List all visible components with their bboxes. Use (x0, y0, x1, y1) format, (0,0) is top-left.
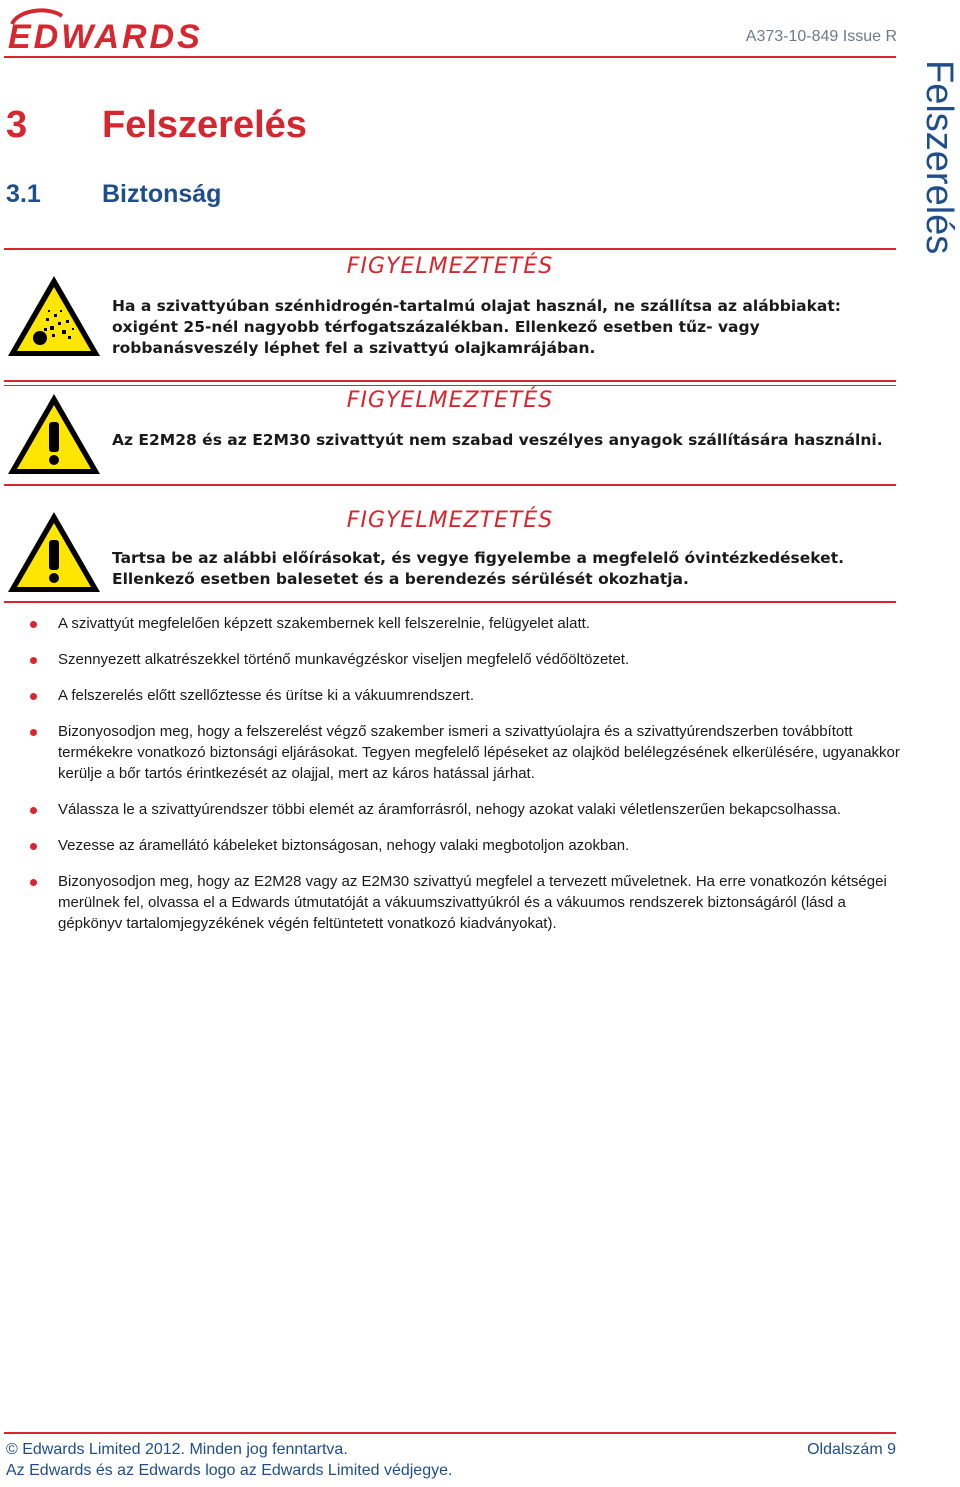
explosion-hazard-icon (6, 272, 102, 360)
list-item (30, 835, 900, 856)
warning-rule-bottom (4, 484, 896, 486)
bullet-dot-icon (30, 621, 37, 628)
bullet-dot-icon (30, 693, 37, 700)
warning-text: Ha a szivattyúban szénhidrogén-tartalmú olajat használ, ne szállítsa az alábbiakat: oxigént 25-nél nagyobb térfogatszázalékban. Ellenkező esetben tűz- vagy robbanásveszély léphet fel a szivattyú olajkamrájában. (112, 297, 841, 357)
warning-box-1 (4, 248, 896, 388)
warning-rule-bottom (4, 601, 896, 603)
warning-title: FIGYELMEZTETÉS (346, 388, 554, 413)
chapter-title: Felszerelés (102, 104, 307, 146)
footer-page-number: Oldalszám 9 (807, 1441, 896, 1458)
list-item (30, 613, 900, 634)
list-item-text: Válassza le a szivattyúrendszer többi elemét az áramforrásról, nehogy azokat valaki véletlenszerűen bekapcsolhassa. (58, 801, 841, 818)
footer-trademark: Az Edwards és az Edwards logo az Edwards Limited védjegye. (6, 1462, 453, 1479)
warning-rule-top (4, 248, 896, 250)
list-item-text: Bizonyosodjon meg, hogy a felszerelést végző szakember ismeri a szivattyúolajra és a szivattyúrendszerben továbbított termékekre vonatkozó biztonsági eljárásokat. Tegyen megfelelő lépéseket az olajköd belélegzésének elkerülésére, ugyanakkor kerülje a bőr tartós érintkezését az olajjal, mert az káros hatással járhat. (58, 723, 900, 782)
warning-text: Az E2M28 és az E2M30 szivattyút nem szabad veszélyes anyagok szállítására használni. (112, 431, 883, 449)
warning-title: FIGYELMEZTETÉS (346, 508, 554, 533)
list-item-text: A felszerelés előtt szellőztesse és ürítse ki a vákuumrendszert. (58, 687, 475, 704)
warning-text: Tartsa be az alábbi előírásokat, és vegye figyelembe a megfelelő óvintézkedéseket. Ellenkező esetben balesetet és a berendezés sérülését okozhatja. (112, 549, 844, 588)
list-item (30, 685, 900, 706)
warning-title: FIGYELMEZTETÉS (346, 254, 554, 279)
side-tab-label: Felszerelés (918, 60, 960, 255)
bullet-dot-icon (30, 843, 37, 850)
logo-text: EDWARDS (8, 18, 203, 50)
edwards-logo (4, 6, 254, 50)
list-item (30, 649, 900, 670)
section-number: 3.1 (6, 180, 41, 208)
chapter-number: 3 (6, 104, 28, 146)
footer-copyright: © Edwards Limited 2012. Minden jog fenntartva. (6, 1441, 348, 1458)
list-item (30, 721, 900, 784)
general-warning-icon (6, 508, 102, 596)
list-item-text: Vezesse az áramellátó kábeleket biztonságosan, nehogy valaki megbotoljon azokban. (58, 837, 630, 854)
warning-box-3 (4, 500, 896, 610)
bullet-dot-icon (30, 879, 37, 886)
document-id: A373-10-849 Issue R (745, 28, 897, 45)
list-item-text: Szennyezett alkatrészekkel történő munkavégzéskor viseljen megfelelő védőöltözetet. (58, 651, 630, 668)
section-title: Biztonság (102, 180, 222, 208)
list-item (30, 799, 900, 820)
warning-box-2 (4, 382, 896, 490)
header-divider (4, 56, 896, 58)
bullet-dot-icon (30, 657, 37, 664)
list-item-text: Bizonyosodjon meg, hogy az E2M28 vagy az E2M30 szivattyú megfelel a tervezett műveletnek. Ha erre vonatkozón kétségei merülnek fel, olvassa el a Edwards útmutatóját a vákuumszivattyúkról és a vákuumos rendszerek biztonságáról (lásd a gépkönyv tartalomjegyzékének végén feltüntetett vonatkozó kiadványokat). (58, 873, 887, 932)
safety-bullet-list (30, 613, 900, 949)
general-warning-icon (6, 390, 102, 478)
list-item (30, 871, 900, 934)
bullet-dot-icon (30, 807, 37, 814)
bullet-dot-icon (30, 729, 37, 736)
footer-divider (4, 1432, 896, 1434)
list-item-text: A szivattyút megfelelően képzett szakembernek kell felszerelnie, felügyelet alatt. (58, 615, 590, 632)
